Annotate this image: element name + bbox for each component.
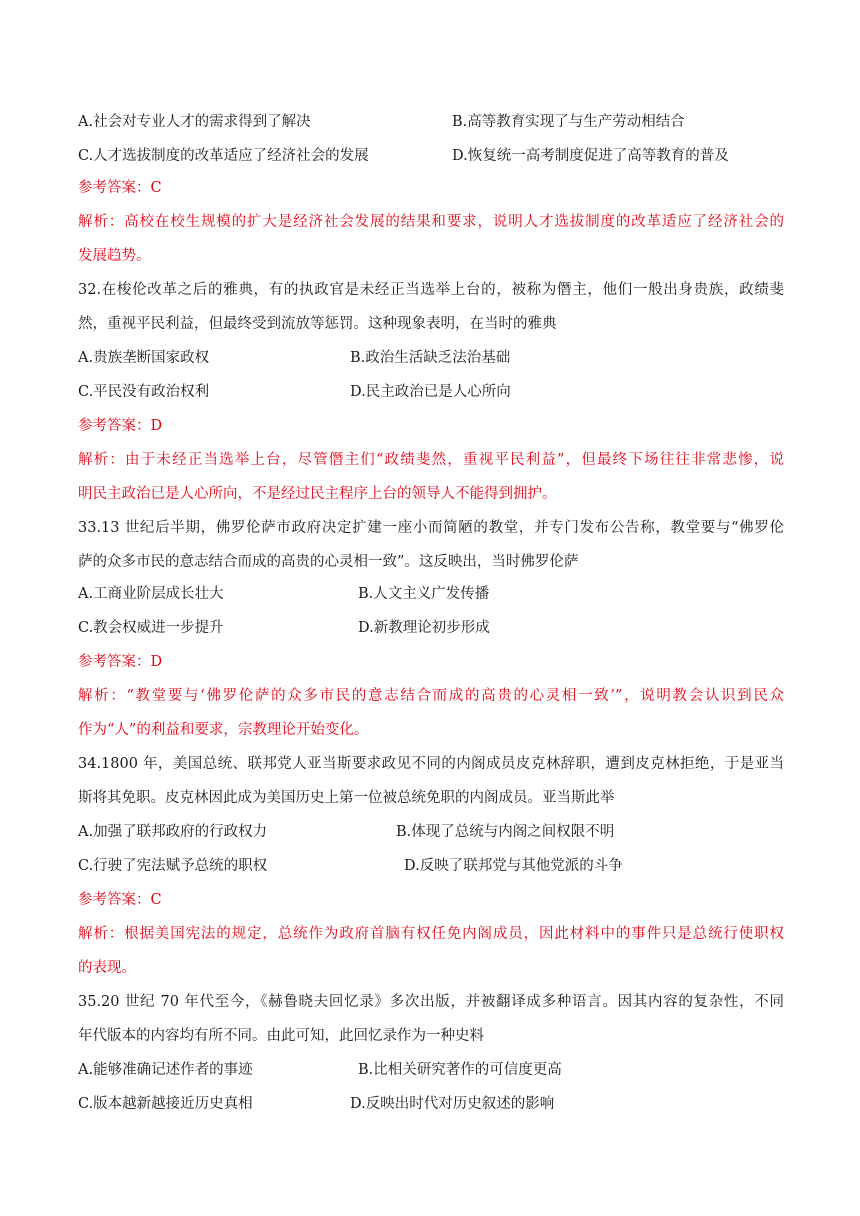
q31-answer: 参考答案：C xyxy=(78,180,162,196)
q33-analysis-line-1: 解析：“教堂要与‘佛罗伦萨的众多市民的意志结合而成的高贵的心灵相一致’”，说明教会认识到民众 xyxy=(78,688,784,704)
q33-option-a: A.工商业阶层成长壮大 xyxy=(78,586,224,602)
q35-option-b: B.比相关研究著作的可信度更高 xyxy=(358,1062,562,1078)
q31-analysis-line-1: 解析：高校在校生规模的扩大是经济社会发展的结果和要求，说明人才选拔制度的改革适应了经济社会的 xyxy=(78,214,784,230)
q32-stem-line-2: 然，重视平民利益，但最终受到流放等惩罚。这种现象表明，在当时的雅典 xyxy=(78,316,557,332)
q33-option-d: D.新教理论初步形成 xyxy=(358,620,490,636)
q31-option-b: B.高等教育实现了与生产劳动相结合 xyxy=(452,114,685,130)
q35-stem-line-2: 年代版本的内容均有所不同。由此可知，此回忆录作为一种史料 xyxy=(78,1028,484,1044)
q32-option-a: A.贵族垄断国家政权 xyxy=(78,350,210,366)
q31-option-a: A.社会对专业人才的需求得到了解决 xyxy=(78,114,311,130)
q35-stem-line-1: 35.20 世纪 70 年代至今，《赫鲁晓夫回忆录》多次出版，并被翻译成多种语言。因其内容的复杂性，不同 xyxy=(78,994,784,1010)
q33-option-c: C.教会权威进一步提升 xyxy=(78,620,224,636)
q34-answer: 参考答案：C xyxy=(78,892,162,908)
q33-analysis-line-2: 作为“人”的利益和要求，宗教理论开始变化。 xyxy=(78,722,369,738)
q34-option-a: A.加强了联邦政府的行政权力 xyxy=(78,824,268,840)
q32-option-d: D.民主政治已是人心所向 xyxy=(350,384,511,400)
q34-stem-line-1: 34.1800 年，美国总统、联邦党人亚当斯要求政见不同的内阁成员皮克林辞职，遭到皮克林拒绝，于是亚当 xyxy=(78,756,784,772)
q34-option-c: C.行驶了宪法赋予总统的职权 xyxy=(78,858,268,874)
q34-stem-line-2: 斯将其免职。皮克林因此成为美国历史上第一位被总统免职的内阁成员。亚当斯此举 xyxy=(78,790,615,806)
q31-option-c: C.人才选拔制度的改革适应了经济社会的发展 xyxy=(78,148,369,164)
q31-option-d: D.恢复统一高考制度促进了高等教育的普及 xyxy=(452,148,729,164)
q34-analysis-line-1: 解析：根据美国宪法的规定，总统作为政府首脑有权任免内阁成员，因此材料中的事件只是总统行使职权 xyxy=(78,926,784,942)
q34-option-b: B.体现了总统与内阁之间权限不明 xyxy=(396,824,615,840)
q33-option-b: B.人文主义广发传播 xyxy=(358,586,490,602)
q33-stem-line-2: 萨的众多市民的意志结合而成的高贵的心灵相一致”。这反映出，当时佛罗伦萨 xyxy=(78,554,579,570)
q32-analysis-line-2: 明民主政治已是人心所向，不是经过民主程序上台的领导人不能得到拥护。 xyxy=(78,486,557,502)
q33-answer: 参考答案：D xyxy=(78,654,163,670)
q32-analysis-line-1: 解析：由于未经正当选举上台，尽管僭主们“政绩斐然，重视平民利益”，但最终下场往往非常悲惨，说 xyxy=(78,452,784,468)
q34-analysis-line-2: 的表现。 xyxy=(78,960,136,976)
q32-answer: 参考答案：D xyxy=(78,418,163,434)
q33-stem-line-1: 33.13 世纪后半期，佛罗伦萨市政府决定扩建一座小而简陋的教堂，并专门发布公告称，教堂要与“佛罗伦 xyxy=(78,520,784,536)
q32-option-b: B.政治生活缺乏法治基础 xyxy=(350,350,511,366)
q35-option-a: A.能够准确记述作者的事迹 xyxy=(78,1062,253,1078)
q32-option-c: C.平民没有政治权利 xyxy=(78,384,210,400)
q34-option-d: D.反映了联邦党与其他党派的斗争 xyxy=(404,858,623,874)
q32-stem-line-1: 32.在梭伦改革之后的雅典，有的执政官是未经正当选举上台的，被称为僭主，他们一般出身贵族，政绩斐 xyxy=(78,282,784,298)
q35-option-c: C.版本越新越接近历史真相 xyxy=(78,1096,253,1112)
q31-analysis-line-2: 发展趋势。 xyxy=(78,248,151,264)
q35-option-d: D.反映出时代对历史叙述的影响 xyxy=(350,1096,555,1112)
